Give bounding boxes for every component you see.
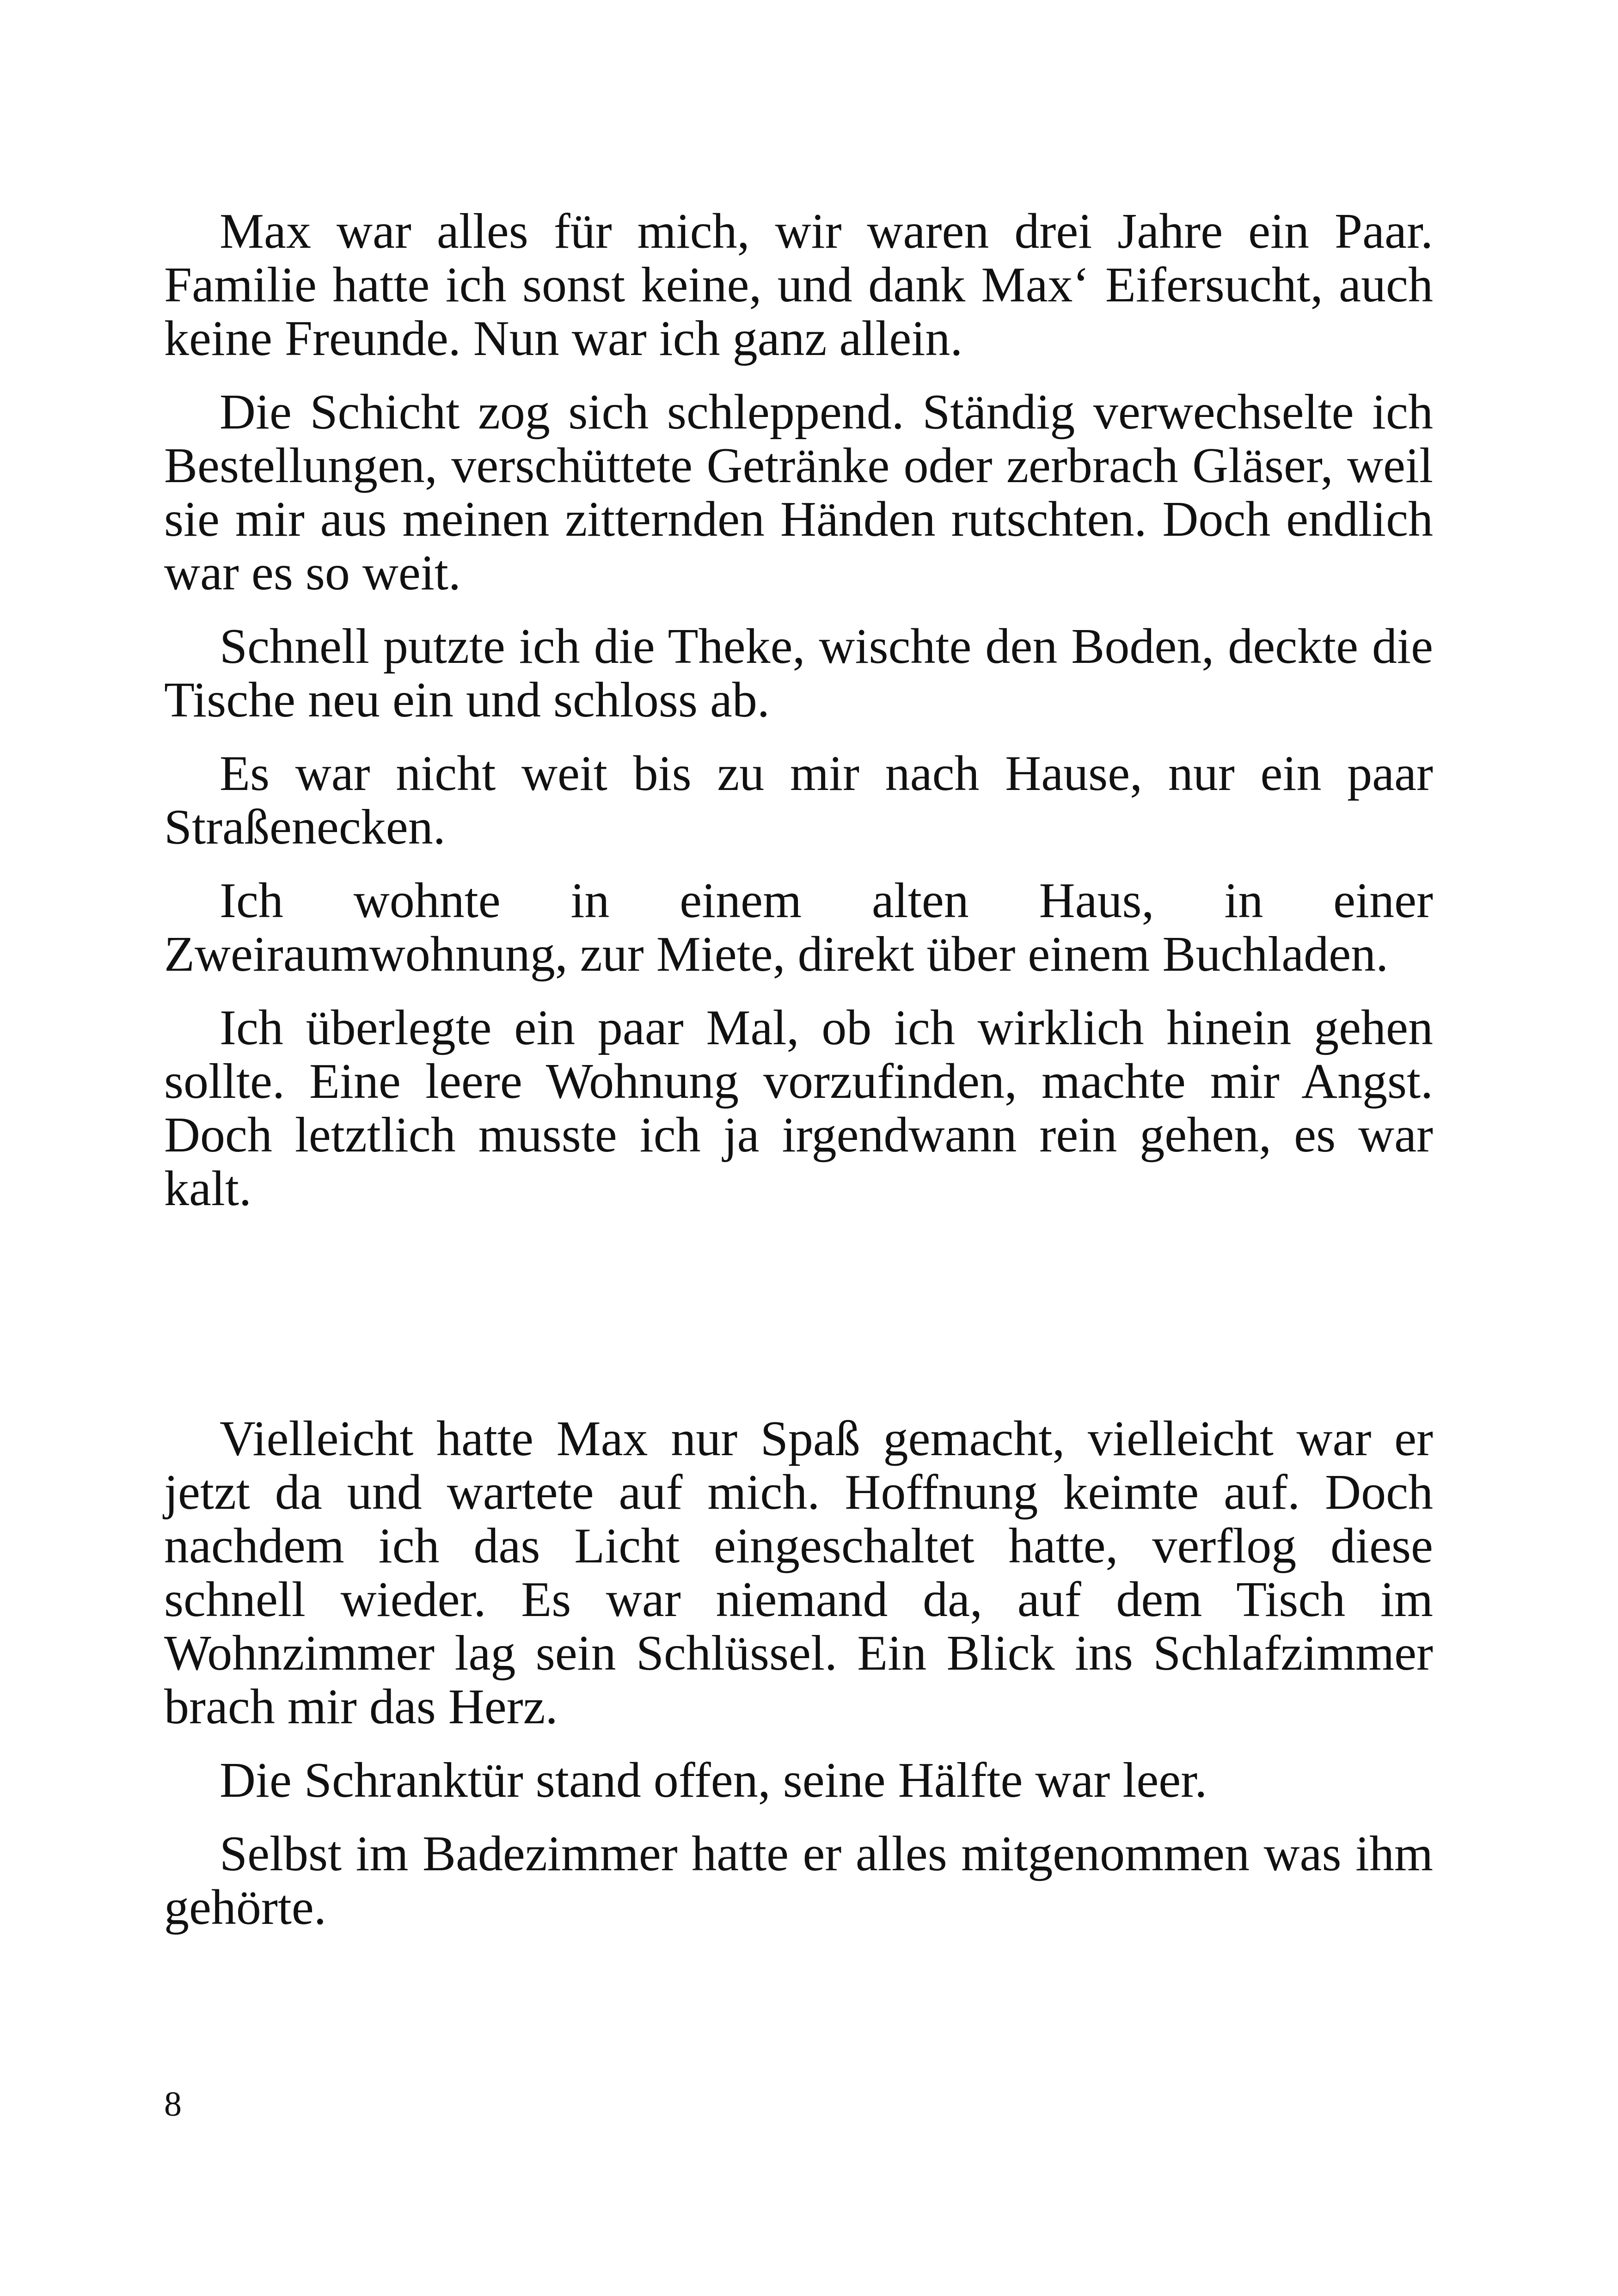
paragraph: Max war alles für mich, wir waren drei Jahre ein Paar. Familie hatte ich sonst keine, und dank Max‘ Eifersucht, auch keine Freunde. Nun war ich ganz allein.	[164, 204, 1433, 366]
text-section-1	[164, 205, 1433, 1236]
paragraph: Die Schranktür stand offen, seine Hälfte war leer.	[220, 1753, 1207, 1808]
paragraph: Ich überlegte ein paar Mal, ob ich wirklich hinein gehen sollte. Eine leere Wohnung vorzufinden, machte mir Angst. Doch letztlich musste ich ja irgendwann rein gehen, es war kalt.	[164, 1000, 1433, 1216]
page-number: 8	[164, 2085, 182, 2124]
text-section-2	[164, 1412, 1433, 1954]
paragraph: Die Schicht zog sich schleppend. Ständig verwechselte ich Bestellungen, verschüttete Getränke oder zerbrach Gläser, weil sie mir aus meinen zitternden Händen rutschten. Doch endlich war es so weit.	[164, 385, 1433, 600]
paragraph: Ich wohnte in einem alten Haus, in einer Zweiraumwohnung, zur Miete, direkt über einem Buchladen.	[164, 873, 1433, 982]
paragraph: Selbst im Badezimmer hatte er alles mitgenommen was ihm gehörte.	[164, 1826, 1433, 1935]
paragraph: Es war nicht weit bis zu mir nach Hause, nur ein paar Straßenecken.	[164, 746, 1433, 855]
paragraph: Schnell putzte ich die Theke, wischte den Boden, deckte die Tische neu ein und schloss ab.	[164, 619, 1433, 728]
paragraph: Vielleicht hatte Max nur Spaß gemacht, vielleicht war er jetzt da und wartete auf mich. Hoffnung keimte auf. Doch nachdem ich das Licht eingeschaltet hatte, verflog diese schnell wieder. Es war niemand da, auf dem Tisch im Wohnzimmer lag sein Schlüssel. Ein Blick ins Schlafzimmer brach mir das Herz.	[164, 1411, 1433, 1734]
